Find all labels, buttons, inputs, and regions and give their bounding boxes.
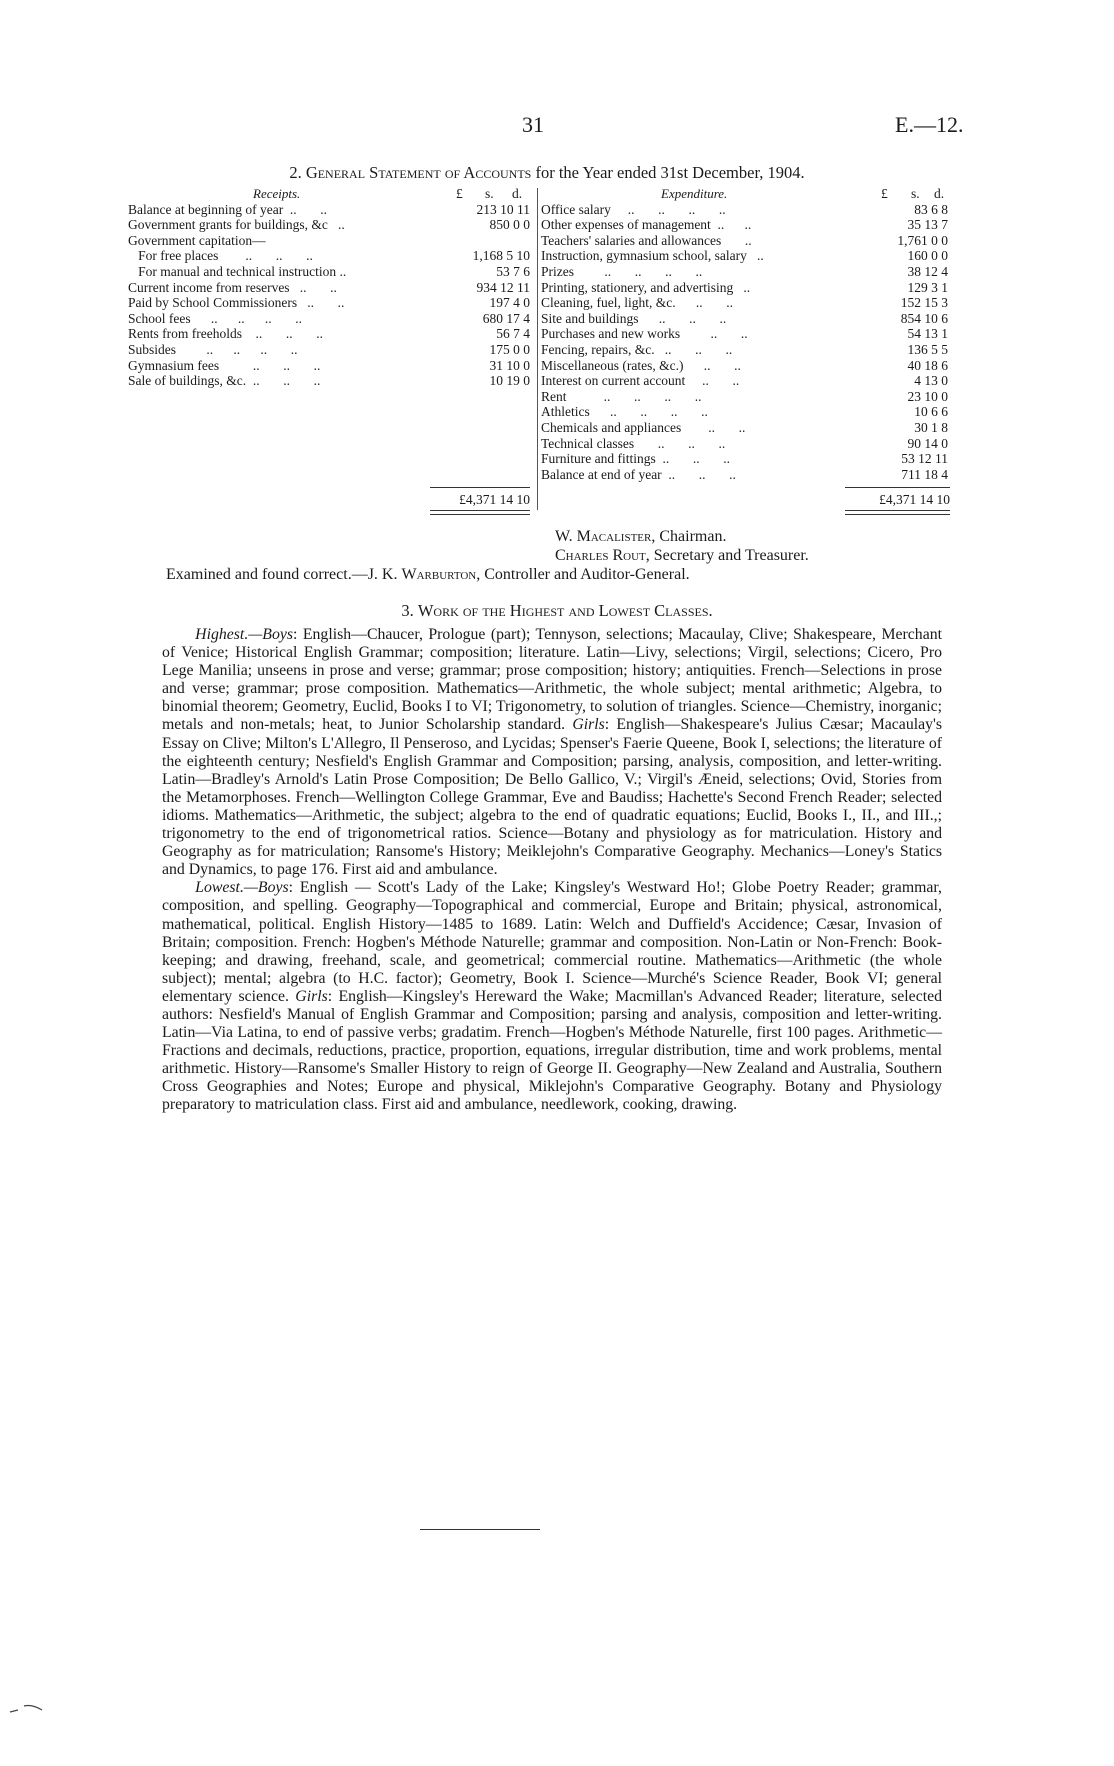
column-divider	[537, 188, 538, 510]
classes-body	[162, 626, 942, 1115]
accounts-title-suffix: for the Year ended 31st December, 1904.	[535, 163, 805, 182]
expenditure-amount: 711 18 4	[901, 466, 948, 482]
receipts-label: Government grants for buildings, &c ..	[128, 217, 345, 233]
auditor-role: Controller and Auditor-General.	[484, 566, 690, 583]
expenditure-amount: 10 6 6	[914, 404, 948, 420]
lowest-girls-text: : English—Kingsley's Hereward the Wake; Macmillan's Advanced Reader; literature, selected authors: Nesfield's Manual of English Grammar and Composition; parsing and analysis, composition and letter-writing. Latin—Via Latina, to end of passive verbs; gradatim. French—Hogben's Méthode Naturelle, first 100 pages. Arithmetic—Fractions and decimals, reductions, practice, proportion, equations, irregular distribution, time and work problems, mental arithmetic. History—Ransome's Smaller History to reign of George II. Geography—New Zealand and Australia, Southern Cross Geographies and Notes; Europe and physical, Miklejohn's Comparative Geography. Botany and Physiology preparatory to matriculation class. First aid and ambulance, needlework, cooking, drawing.	[162, 987, 942, 1114]
expenditure-total: £4,371 14 10	[879, 492, 950, 507]
expenditure-amount: 54 13 1	[907, 326, 948, 342]
receipts-row	[128, 248, 533, 264]
expenditure-table	[541, 186, 951, 482]
receipts-row	[128, 326, 533, 342]
receipts-label: School fees .. .. .. ..	[128, 310, 302, 326]
expenditure-label: Rent .. .. .. ..	[541, 388, 702, 404]
expenditure-amount: 4 13 0	[914, 373, 948, 389]
expenditure-col-pence: d.	[934, 186, 945, 201]
secretary-role: Secretary and Treasurer.	[653, 547, 809, 564]
expenditure-amount: 23 10 0	[907, 388, 948, 404]
expenditure-label: Site and buildings .. .. ..	[541, 310, 727, 326]
expenditure-label: Technical classes .. .. ..	[541, 435, 726, 451]
expenditure-amount: 40 18 6	[907, 357, 948, 373]
expenditure-amount: 35 13 7	[907, 217, 948, 233]
expenditure-amount: 83 6 8	[914, 201, 948, 217]
receipts-amount: 850 0 0	[489, 217, 530, 233]
receipts-label: For manual and technical instruction ..	[128, 263, 347, 279]
receipts-amount: 1,168 5 10	[472, 248, 530, 264]
expenditure-double-rule	[845, 510, 950, 515]
expenditure-row	[541, 326, 951, 342]
receipts-row	[128, 295, 533, 311]
receipts-row	[128, 311, 533, 327]
receipts-total: £4,371 14 10	[459, 492, 530, 507]
expenditure-row	[541, 467, 951, 483]
highest-label: Highest.—Boys	[195, 626, 294, 643]
expenditure-label: Furniture and fittings .. .. ..	[541, 451, 730, 467]
expenditure-row	[541, 358, 951, 374]
highest-girls-label: Girls	[572, 716, 605, 734]
expenditure-amount: 53 12 11	[901, 451, 948, 467]
receipts-label: Sale of buildings, &c. .. .. ..	[128, 373, 321, 389]
highest-boys-text: : English—Chaucer, Prologue (part); Tennyson, selections; Macaulay, Clive; Shakespeare, Merchant of Venice; Historical English Grammar; composition; literature. Latin—Livy, selections; Virgil, selections; Cicero, Pro Lege Manilia; unseens in prose and verse; grammar; prose composition; history; antiquities. French—Selections in prose and verse; grammar; prose composition. Mathematics—Arithmetic, the whole subject; mental arithmetic; Algebra, to binomial theorem; Geometry, Euclid, Books I to VI; Trigonometry, to solution of triangles. Science—Chemistry, inorganic; metals and non-metals; heat, to Junior Scholarship standard.	[162, 626, 942, 734]
chairman-role: Chairman.	[659, 528, 727, 545]
receipts-table	[128, 186, 533, 389]
audit-text: Examined and found correct.—J. K.	[166, 566, 398, 583]
receipts-total-rule	[430, 487, 530, 488]
receipts-row	[128, 233, 533, 249]
expenditure-label: Fencing, repairs, &c. .. .. ..	[541, 341, 733, 357]
receipts-amount: 197 4 0	[489, 295, 530, 311]
expenditure-row	[541, 248, 951, 264]
accounts-section-number: 2.	[289, 163, 302, 182]
chairman-signature	[555, 527, 726, 546]
classes-title: Work of the Highest and Lowest Classes.	[417, 601, 713, 620]
expenditure-row	[541, 389, 951, 405]
expenditure-label: Teachers' salaries and allowances ..	[541, 232, 752, 248]
page-number: 31	[522, 112, 544, 137]
expenditure-amount: 38 12 4	[907, 263, 948, 279]
expenditure-label: Prizes .. .. .. ..	[541, 263, 703, 279]
receipts-label: Gymnasium fees .. .. ..	[128, 357, 321, 373]
lowest-label: Lowest.—Boys	[195, 879, 289, 897]
receipts-row	[128, 217, 533, 233]
footer-rule	[420, 1529, 540, 1530]
expenditure-label: Cleaning, fuel, light, &c. .. ..	[541, 295, 733, 311]
expenditure-amount: 30 1 8	[914, 419, 948, 435]
expenditure-row	[541, 295, 951, 311]
secretary-name: Charles Rout,	[555, 547, 650, 564]
stray-mark	[8, 1700, 48, 1720]
expenditure-heading: Expenditure.	[661, 186, 728, 201]
audit-statement	[166, 565, 690, 584]
highest-girls-text: : English—Shakespeare's Julius Cæsar; Macaulay's Essay on Clive; Milton's L'Allegro, Il Penseroso, and Lycidas; Spenser's Faerie Queene, Book I, selections; the literature of the eighteenth century; Nesfield's English Grammar and Composition; parsing, analysis, composition, and letter-writing. Latin—Bradley's Arnold's Latin Prose Composition; De Bello Gallico, V.; Virgil's Æneid, selections; Ovid, Stories from the Metamorphoses. French—Wellington College Grammar, Eve and Baudiss; Hachette's Second French Reader; selected idioms. Mathematics—Arithmetic, the subject; algebra to the end of quadratic equations; Euclid, Books I., II., and III.,; trigonometry to the end of trigonometrical ratios. Science—Botany and physiology as for matriculation. History and Geography as for matriculation; Ransome's History; Meiklejohn's Comparative Geography. Mechanics—Loney's Statics and Dynamics, to page 176. First aid and ambulance.	[162, 716, 943, 879]
receipts-row	[128, 280, 533, 296]
receipts-row	[128, 202, 533, 218]
receipts-label: For free places .. .. ..	[128, 248, 313, 264]
expenditure-row	[541, 342, 951, 358]
receipts-row	[128, 373, 533, 389]
expenditure-row	[541, 233, 951, 249]
expenditure-amount: 136 5 5	[907, 341, 948, 357]
expenditure-amount: 90 14 0	[907, 435, 948, 451]
receipts-amount: 680 17 4	[482, 310, 530, 326]
receipts-header-row	[128, 186, 533, 202]
receipts-col-shillings: s.	[485, 186, 494, 201]
accounts-title: General Statement of Accounts	[305, 163, 532, 182]
receipts-label: Balance at beginning of year .. ..	[128, 201, 328, 217]
receipts-amount: 56 7 4	[496, 326, 530, 342]
receipts-label: Paid by School Commissioners .. ..	[128, 295, 345, 311]
expenditure-label: Interest on current account .. ..	[541, 373, 740, 389]
highest-class-paragraph	[162, 626, 942, 879]
receipts-heading: Receipts.	[253, 186, 301, 201]
expenditure-total-rule	[845, 487, 950, 488]
receipts-amount: 10 19 0	[489, 373, 530, 389]
expenditure-amount: 854 10 6	[900, 310, 948, 326]
receipts-row	[128, 358, 533, 374]
receipts-row	[128, 342, 533, 358]
receipts-label: Rents from freeholds .. .. ..	[128, 326, 323, 342]
receipts-label: Government capitation—	[128, 232, 266, 248]
expenditure-row	[541, 436, 951, 452]
expenditure-row	[541, 217, 951, 233]
receipts-amount: 53 7 6	[496, 263, 530, 279]
expenditure-label: Chemicals and appliances .. ..	[541, 419, 746, 435]
chairman-name: W. Macalister,	[555, 528, 656, 545]
expenditure-row	[541, 404, 951, 420]
auditor-name: Warburton,	[401, 566, 481, 583]
expenditure-amount: 152 15 3	[900, 295, 948, 311]
expenditure-row	[541, 311, 951, 327]
expenditure-row	[541, 420, 951, 436]
accounts-heading	[0, 163, 1104, 183]
receipts-col-pence: d.	[512, 186, 523, 201]
receipts-col-pounds: £	[456, 186, 463, 201]
expenditure-row	[541, 202, 951, 218]
secretary-signature	[555, 546, 809, 565]
expenditure-row	[541, 264, 951, 280]
report-code: E.—12.	[895, 112, 964, 137]
expenditure-row	[541, 280, 951, 296]
expenditure-col-shillings: s.	[911, 186, 920, 201]
lowest-boys-text: : English — Scott's Lady of the Lake; Kingsley's Westward Ho!; Globe Poetry Reader; grammar, composition, and spelling. Geography—Topographical and commercial, Europe and Britain; physical, astronomical, mathematical, political. English History—1485 to 1689. Latin: Welch and Duffield's Accidence; Cæsar, Invasion of Britain; composition. French: Hogben's Méthode Naturelle; grammar and composition. Non-Latin or Non-French: Book-keeping; and drawing, freehand, scale, and geometrical; commercial routine. Mathematics—Arithmetic (the whole subject); mental; algebra (to H.C. factor); Geometry, Book I. Science—Murché's Science Reader, Book VI; general elementary science.	[162, 879, 942, 1005]
expenditure-label: Office salary .. .. .. ..	[541, 201, 726, 217]
classes-heading	[0, 601, 1114, 621]
expenditure-label: Miscellaneous (rates, &c.) .. ..	[541, 357, 741, 373]
receipts-amount: 213 10 11	[476, 201, 530, 217]
expenditure-label: Other expenses of management .. ..	[541, 217, 752, 233]
expenditure-label: Instruction, gymnasium school, salary ..	[541, 248, 764, 264]
receipts-amount: 934 12 11	[476, 279, 530, 295]
receipts-row	[128, 264, 533, 280]
expenditure-row	[541, 373, 951, 389]
expenditure-label: Balance at end of year .. .. ..	[541, 466, 736, 482]
expenditure-amount: 129 3 1	[907, 279, 948, 295]
expenditure-label: Athletics .. .. .. ..	[541, 404, 708, 420]
expenditure-label: Purchases and new works .. ..	[541, 326, 748, 342]
lowest-class-paragraph	[162, 879, 942, 1114]
expenditure-row	[541, 451, 951, 467]
receipts-double-rule	[430, 510, 530, 515]
expenditure-col-pounds: £	[881, 186, 888, 201]
classes-section-number: 3.	[401, 601, 414, 620]
expenditure-amount: 1,761 0 0	[897, 232, 948, 248]
receipts-amount: 175 0 0	[489, 341, 530, 357]
expenditure-amount: 160 0 0	[907, 248, 948, 264]
lowest-girls-label: Girls	[295, 987, 328, 1005]
expenditure-label: Printing, stationery, and advertising ..	[541, 279, 751, 295]
receipts-amount: 31 10 0	[489, 357, 530, 373]
receipts-label: Subsides .. .. .. ..	[128, 341, 298, 357]
receipts-label: Current income from reserves .. ..	[128, 279, 337, 295]
expenditure-header-row	[541, 186, 951, 202]
